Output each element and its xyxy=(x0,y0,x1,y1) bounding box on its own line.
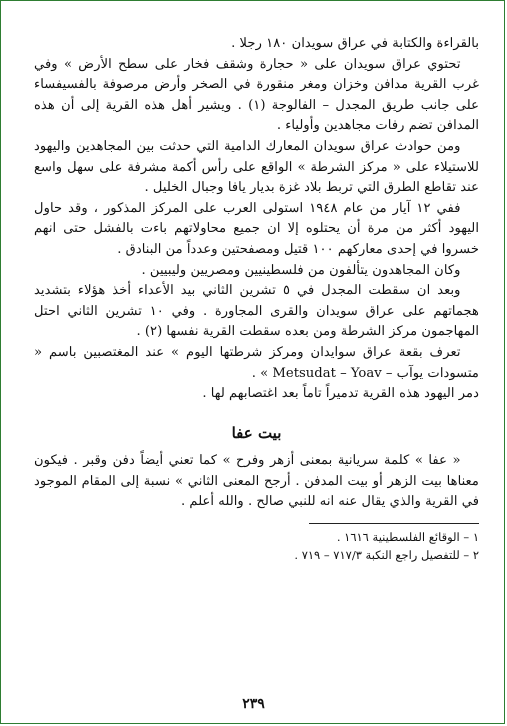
page-number: ۲۳۹ xyxy=(242,696,265,712)
paragraph-6: وبعد ان سقطت المجدل في ٥ تشرين الثاني بيد الأعداء أخذ هؤلاء بتشديد هجماتهم على عراق سويدان والقرى المجاورة . وفي ۱۰ تشرين الثاني احتل المهاجمون مركز الشرطة ومن بعده سقطت القرية نفسها (۲) . xyxy=(34,283,479,340)
paragraph-8: دمر اليهود هذه القرية تدميراً تاماً بعد اغتصابهم لها . xyxy=(202,386,479,402)
paragraph-4: ففي ۱۲ آيار من عام ۱۹٤۸ استولى العرب على المركز المذكور ، وقد حاول اليهود أكثر من مرة أن يحتلوه إلا ان جميع محاولاتهم باءت بالفشل حتى انهم خسروا في إحدى معاركهم ۱۰۰ قتيل ومصفحتين وعدداً من البنادق . xyxy=(34,200,479,257)
section-heading: بيت عفا xyxy=(231,423,282,442)
footnote-2: ۲ – للتفصيل راجع النكبة ۷۱۷/۳ – ۷۱۹ . xyxy=(294,548,479,563)
paragraph-7: تعرف بقعة عراق سوايدان ومركز شرطتها اليوم » عند المغتصبين باسم « متسودات يوآب – Metsudat – Yoav » . xyxy=(34,344,479,381)
paragraph-1: بالقراءة والكتابة في عراق سويدان ۱۸۰ رجلا . xyxy=(231,36,479,51)
footnote-divider xyxy=(309,523,479,524)
paragraph-5: وكان المجاهدون يتألفون من فلسطينيين ومصريين وليبيين . xyxy=(141,262,461,278)
footnote-1: ۱ – الوقائع الفلسطينية ۱٦۱٦ . xyxy=(336,530,479,545)
paragraph-3: ومن حوادث عراق سويدان المعارك الدامية التي حدثت بين المجاهدين واليهود للاستيلاء على « مركز الشرطة » الواقع على رأس أكمة مشرفة على سهل واسع عند تقاطع الطرق التي تربط بلاد غزة بديار يافا وجبال الخليل . xyxy=(34,138,479,196)
paragraph-9: « عفا » كلمة سريانية بمعنى أزهر وفرح » كما تعني أيضاً دفن وقبر . فيكون معناها بيت الزهر أو بيت المدفن . أرجح المعنى الثاني » نسبة إلى المقام الموجود في القرية والذي يقال عنه انه للنبي صالح . والله أعلم . xyxy=(34,453,479,510)
document-page xyxy=(34,34,479,564)
paragraph-2: تحتوي عراق سويدان على « حجارة وشقف فخار على سطح الأرض » وفي غرب القرية مدافن وخزان ومغر منقورة في الصخر وأرض مرصوفة بالفسيفساء على جانب طريق المجدل – الفالوجة (۱) . ويشير أهل هذه القرية إلى أن هذه المدافن تضم رفات مجاهدين وأولياء . xyxy=(34,56,479,134)
